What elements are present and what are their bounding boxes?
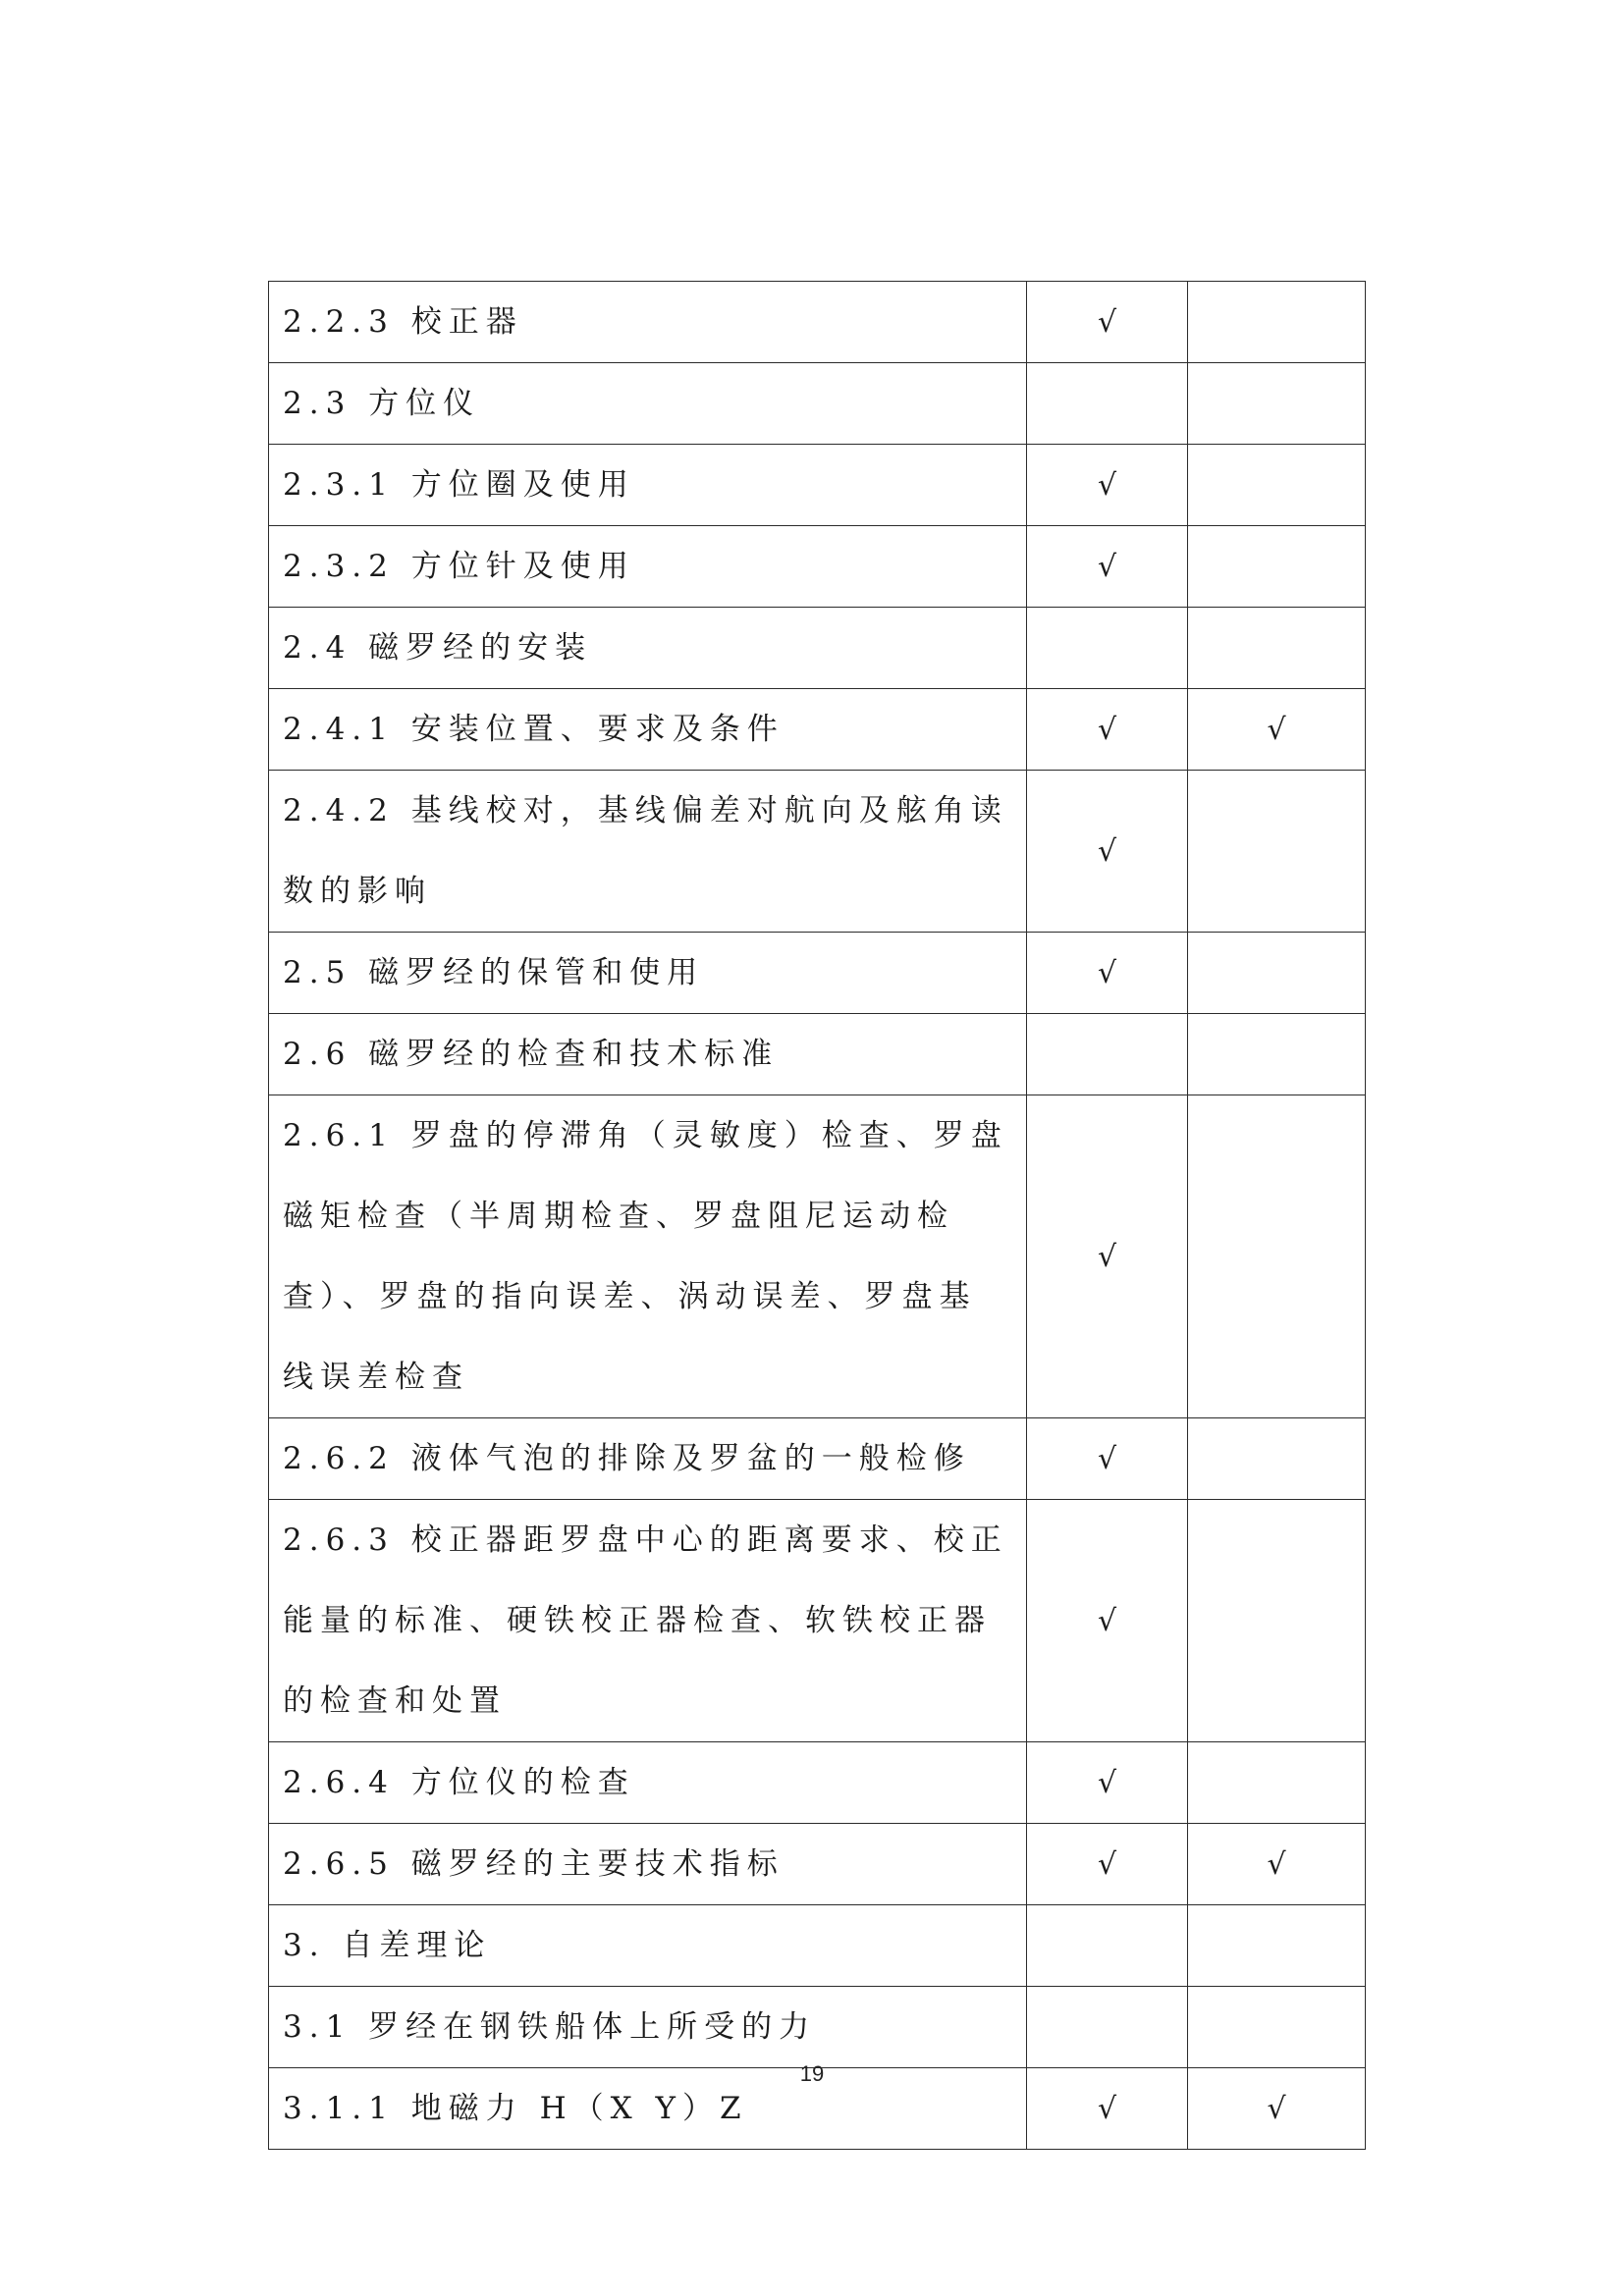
topic-cell: 2.3 方位仪: [269, 363, 1027, 445]
table-row: [269, 771, 1366, 933]
check-cell-col2: √: [1027, 1742, 1188, 1824]
topic-cell: 2.5 磁罗经的保管和使用: [269, 933, 1027, 1014]
check-cell-col2: [1027, 1987, 1188, 2068]
check-cell-col3: √: [1188, 689, 1366, 771]
table-row: [269, 445, 1366, 526]
check-cell-col2: √: [1027, 1500, 1188, 1742]
check-cell-col3: [1188, 363, 1366, 445]
check-cell-col2: [1027, 363, 1188, 445]
table-row: [269, 1418, 1366, 1500]
check-cell-col2: √: [1027, 1095, 1188, 1418]
topic-cell: 2.3.1 方位圈及使用: [269, 445, 1027, 526]
check-cell-col3: [1188, 445, 1366, 526]
topic-cell: 2.6.1 罗盘的停滞角（灵敏度）检查、罗盘磁矩检查（半周期检查、罗盘阻尼运动检查）、罗盘的指向误差、涡动误差、罗盘基线误差检查: [269, 1095, 1027, 1418]
check-cell-col3: √: [1188, 2068, 1366, 2150]
check-cell-col3: [1188, 608, 1366, 689]
topic-cell: 2.6.2 液体气泡的排除及罗盆的一般检修: [269, 1418, 1027, 1500]
topic-cell: 3. 自差理论: [269, 1905, 1027, 1987]
table-row: [269, 363, 1366, 445]
check-cell-col3: [1188, 526, 1366, 608]
check-cell-col2: [1027, 1014, 1188, 1095]
topic-cell: 2.4.1 安装位置、要求及条件: [269, 689, 1027, 771]
check-cell-col2: √: [1027, 771, 1188, 933]
table-row: [269, 1500, 1366, 1742]
check-cell-col3: [1188, 1014, 1366, 1095]
check-cell-col3: [1188, 1500, 1366, 1742]
check-cell-col2: √: [1027, 933, 1188, 1014]
check-cell-col3: [1188, 933, 1366, 1014]
topic-cell: 2.4 磁罗经的安装: [269, 608, 1027, 689]
table-row: [269, 608, 1366, 689]
topic-cell: 2.4.2 基线校对，基线偏差对航向及舷角读数的影响: [269, 771, 1027, 933]
check-cell-col2: √: [1027, 689, 1188, 771]
topic-cell: 2.3.2 方位针及使用: [269, 526, 1027, 608]
table-row: [269, 933, 1366, 1014]
check-cell-col3: [1188, 1987, 1366, 2068]
topic-cell: 2.2.3 校正器: [269, 282, 1027, 363]
check-cell-col2: √: [1027, 2068, 1188, 2150]
check-cell-col2: √: [1027, 445, 1188, 526]
topic-cell: 2.6.4 方位仪的检查: [269, 1742, 1027, 1824]
topic-cell: 2.6 磁罗经的检查和技术标准: [269, 1014, 1027, 1095]
topic-cell: 2.6.3 校正器距罗盘中心的距离要求、校正能量的标准、硬铁校正器检查、软铁校正器的检查和处置: [269, 1500, 1027, 1742]
check-cell-col2: √: [1027, 526, 1188, 608]
table-row: [269, 1095, 1366, 1418]
check-cell-col2: √: [1027, 1418, 1188, 1500]
syllabus-table: [268, 281, 1366, 2150]
check-cell-col2: √: [1027, 1824, 1188, 1905]
check-cell-col3: [1188, 1742, 1366, 1824]
table-row: [269, 1824, 1366, 1905]
topic-cell: 2.6.5 磁罗经的主要技术指标: [269, 1824, 1027, 1905]
check-cell-col3: √: [1188, 1824, 1366, 1905]
table-row: [269, 1987, 1366, 2068]
table-row: [269, 526, 1366, 608]
table-row: [269, 282, 1366, 363]
table-row: [269, 689, 1366, 771]
topic-cell: 3.1.1 地磁力 H（X Y）Z: [269, 2068, 1027, 2150]
check-cell-col3: [1188, 1418, 1366, 1500]
check-cell-col2: [1027, 608, 1188, 689]
table-row: [269, 1905, 1366, 1987]
table-row: [269, 1014, 1366, 1095]
check-cell-col2: √: [1027, 282, 1188, 363]
check-cell-col2: [1027, 1905, 1188, 1987]
table-row: [269, 1742, 1366, 1824]
check-cell-col3: [1188, 1905, 1366, 1987]
page-number: 19: [799, 2061, 825, 2086]
check-cell-col3: [1188, 282, 1366, 363]
check-cell-col3: [1188, 771, 1366, 933]
topic-cell: 3.1 罗经在钢铁船体上所受的力: [269, 1987, 1027, 2068]
check-cell-col3: [1188, 1095, 1366, 1418]
